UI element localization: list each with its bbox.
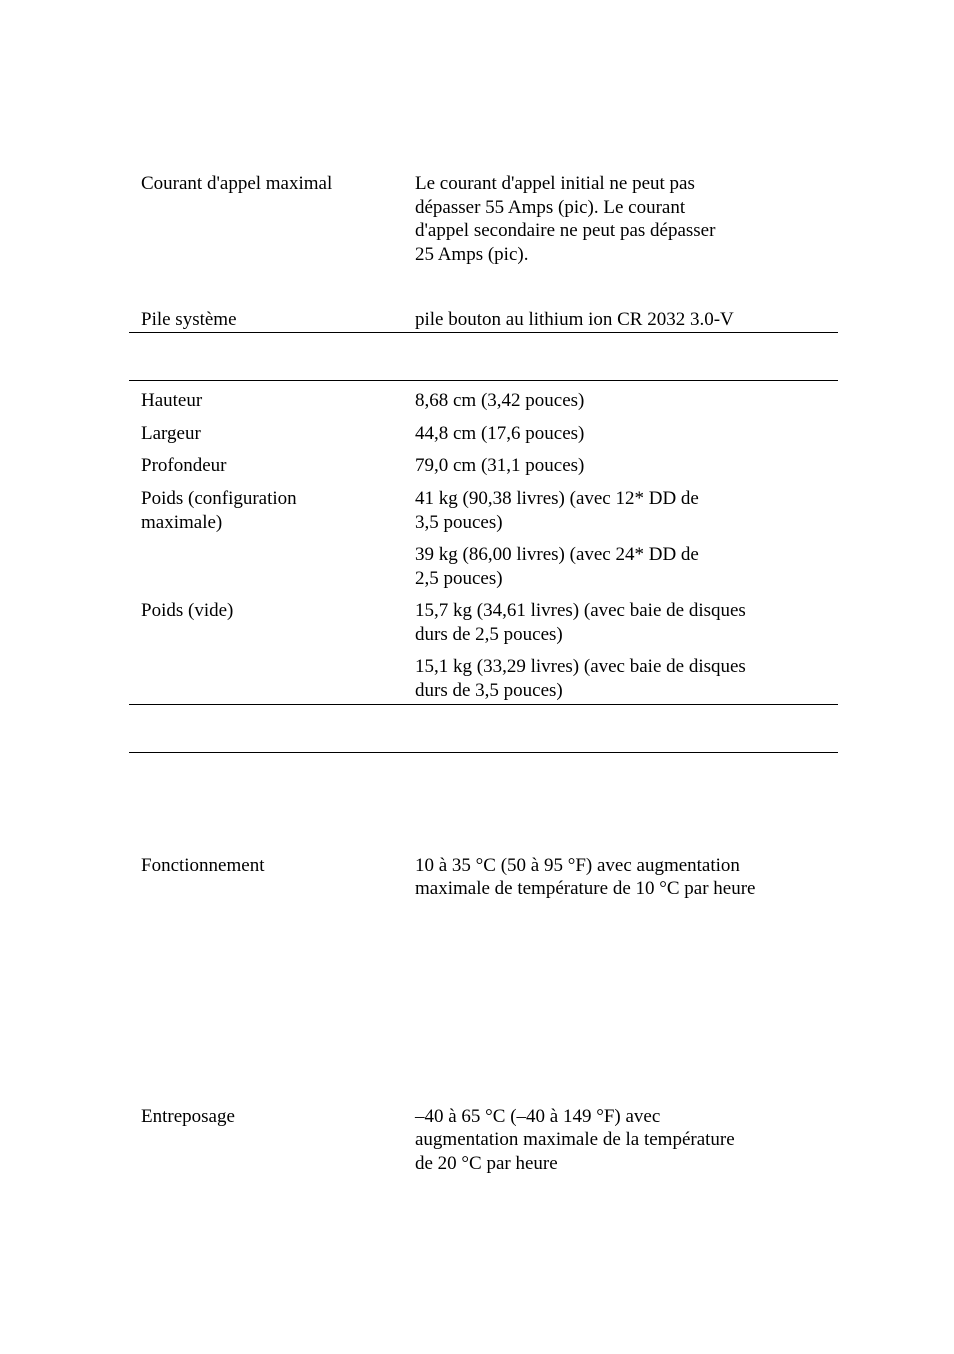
empty-weight-value-3-5-line-1: 15,1 kg (33,29 livres) (avec baie de disques xyxy=(415,656,746,677)
width-label: Largeur xyxy=(141,423,201,444)
inrush-current-value-line-4: 25 Amps (pic). xyxy=(415,244,529,265)
section-divider xyxy=(129,332,838,333)
max-weight-value-24-drives-line-1: 39 kg (86,00 livres) (avec 24* DD de xyxy=(415,544,699,565)
max-weight-value-12-drives-line-1: 41 kg (90,38 livres) (avec 12* DD de xyxy=(415,488,699,509)
max-weight-label-line-1: Poids (configuration xyxy=(141,488,297,509)
width-value: 44,8 cm (17,6 pouces) xyxy=(415,423,585,444)
storage-temp-value-line-1: –40 à 65 °C (–40 à 149 °F) avec xyxy=(415,1106,661,1127)
empty-weight-value-3-5-line-2: durs de 3,5 pouces) xyxy=(415,680,563,701)
section-divider xyxy=(129,704,838,705)
system-battery-label: Pile système xyxy=(141,309,237,330)
operating-temp-value-line-2: maximale de température de 10 °C par heure xyxy=(415,878,756,899)
storage-temp-value-line-2: augmentation maximale de la température xyxy=(415,1129,735,1150)
empty-weight-value-2-5-line-1: 15,7 kg (34,61 livres) (avec baie de disques xyxy=(415,600,746,621)
height-label: Hauteur xyxy=(141,390,203,411)
max-weight-value-24-drives-line-2: 2,5 pouces) xyxy=(415,568,503,589)
inrush-current-value-line-2: dépasser 55 Amps (pic). Le courant xyxy=(415,197,686,218)
inrush-current-label: Courant d'appel maximal xyxy=(141,173,333,194)
empty-weight-label: Poids (vide) xyxy=(141,600,234,621)
max-weight-label-line-2: maximale) xyxy=(141,512,223,533)
inrush-current-value-line-1: Le courant d'appel initial ne peut pas xyxy=(415,173,695,194)
inrush-current-value-line-3: d'appel secondaire ne peut pas dépasser xyxy=(415,220,716,241)
height-value: 8,68 cm (3,42 pouces) xyxy=(415,390,585,411)
section-divider xyxy=(129,380,838,381)
system-battery-value: pile bouton au lithium ion CR 2032 3.0-V xyxy=(415,309,734,330)
depth-label: Profondeur xyxy=(141,455,227,476)
storage-temp-value-line-3: de 20 °C par heure xyxy=(415,1153,558,1174)
section-divider xyxy=(129,752,838,753)
depth-value: 79,0 cm (31,1 pouces) xyxy=(415,455,585,476)
max-weight-value-12-drives-line-2: 3,5 pouces) xyxy=(415,512,503,533)
operating-temp-label: Fonctionnement xyxy=(141,855,265,876)
empty-weight-value-2-5-line-2: durs de 2,5 pouces) xyxy=(415,624,563,645)
storage-temp-label: Entreposage xyxy=(141,1106,235,1127)
operating-temp-value-line-1: 10 à 35 °C (50 à 95 °F) avec augmentation xyxy=(415,855,740,876)
